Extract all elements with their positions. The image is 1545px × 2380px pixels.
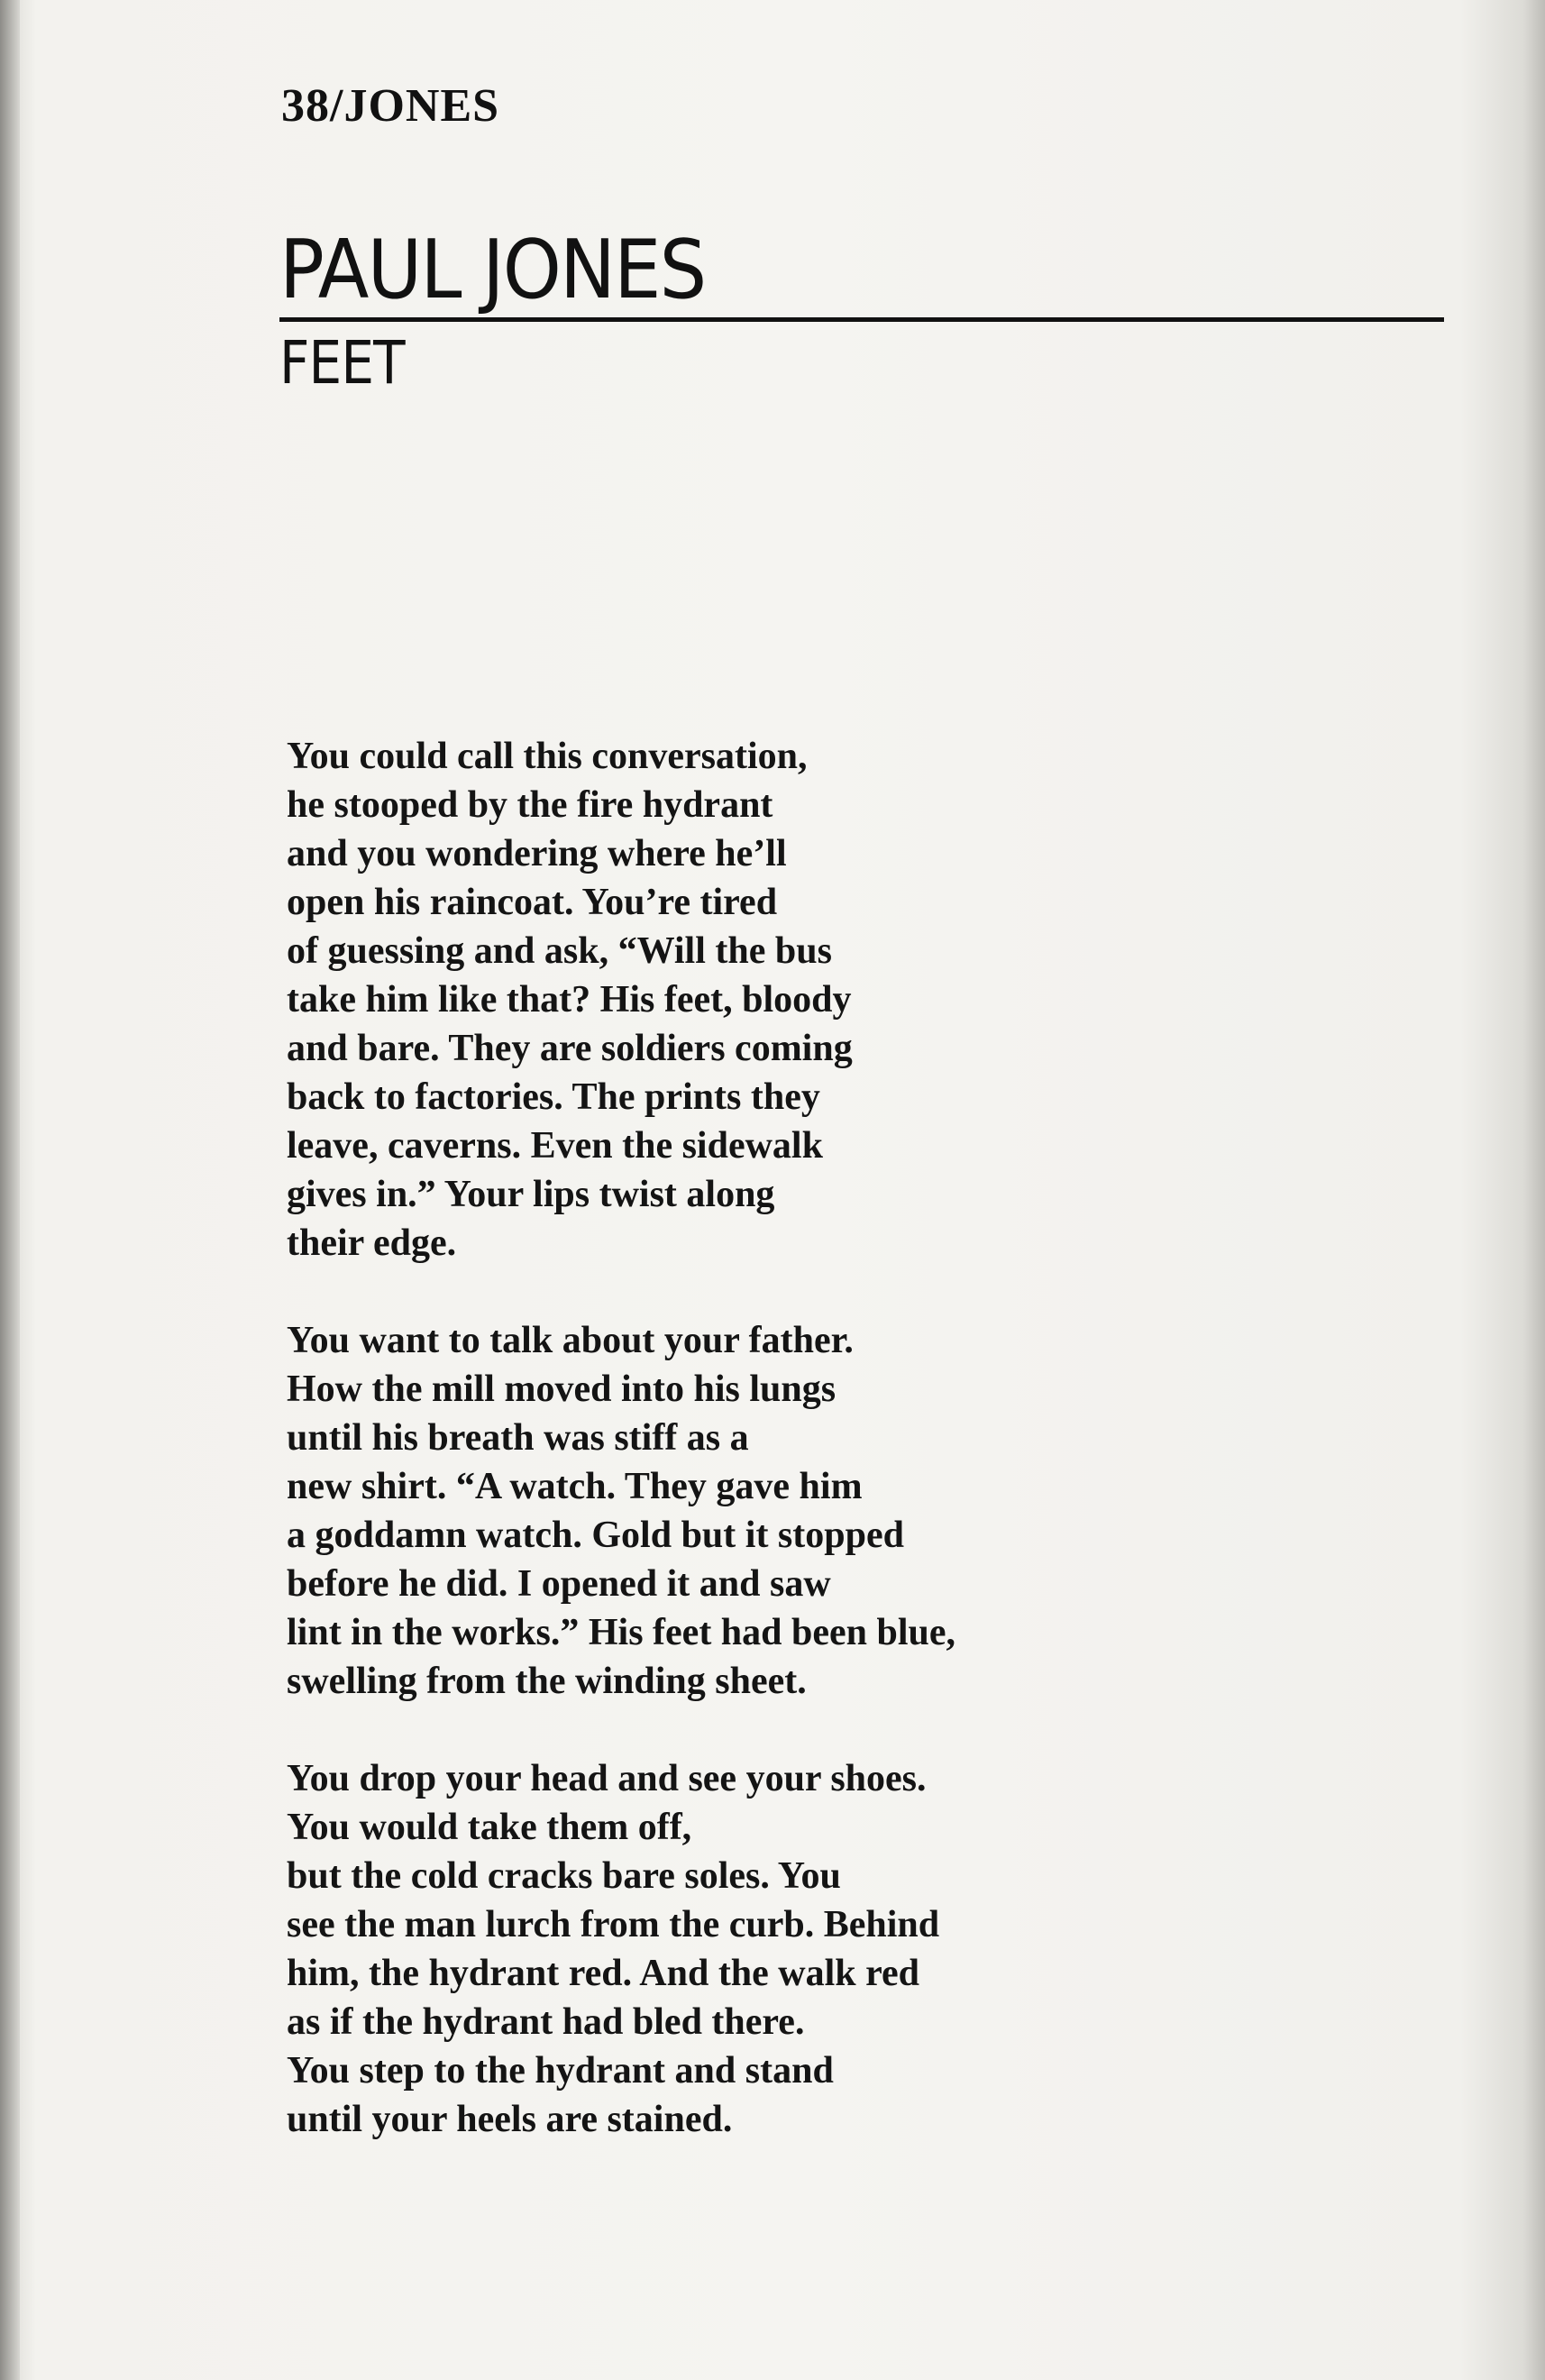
poem-line: How the mill moved into his lungs <box>287 1368 836 1410</box>
running-head: 38/JONES <box>281 80 500 132</box>
poem-line: leave, caverns. Even the sidewalk <box>287 1125 823 1167</box>
poem-line: swelling from the winding sheet. <box>287 1661 807 1702</box>
poem-line: You would take them off, <box>287 1807 692 1848</box>
poem-line: see the man lurch from the curb. Behind <box>287 1904 940 1945</box>
poem-body <box>287 732 1188 2192</box>
poem-line: until your heels are stained. <box>287 2099 733 2140</box>
poem-line: You drop your head and see your shoes. <box>287 1758 927 1799</box>
poem-line: him, the hydrant red. And the walk red <box>287 1953 920 1994</box>
poem-line: and you wondering where he’ll <box>287 833 787 874</box>
poem-line: but the cold cracks bare soles. You <box>287 1855 841 1897</box>
poem-line: he stooped by the fire hydrant <box>287 784 773 826</box>
poem-line: lint in the works.” His feet had been blue, <box>287 1612 956 1653</box>
poem-line: gives in.” Your lips twist along <box>287 1174 775 1215</box>
poem-line: of guessing and ask, “Will the bus <box>287 930 832 972</box>
poem-line: You want to talk about your father. <box>287 1320 854 1361</box>
poem-line: as if the hydrant had bled there. <box>287 2001 805 2043</box>
poem-line: until his breath was stiff as a <box>287 1417 749 1459</box>
stanza <box>287 732 1188 1268</box>
stanza <box>287 1754 1188 2144</box>
poem-title: FEET <box>279 328 405 398</box>
poem-line: back to factories. The prints they <box>287 1076 820 1118</box>
poem-line: You step to the hydrant and stand <box>287 2050 834 2092</box>
page-gutter-shadow <box>0 0 20 2380</box>
poem-line: take him like that? His feet, bloody <box>287 979 852 1021</box>
title-rule <box>279 317 1444 322</box>
poem-line: new shirt. “A watch. They gave him <box>287 1466 863 1507</box>
author-name: PAUL JONES <box>279 223 706 317</box>
poem-line: their edge. <box>287 1222 457 1264</box>
poem-line: open his raincoat. You’re tired <box>287 882 778 923</box>
stanza <box>287 1316 1188 1706</box>
poem-line: You could call this conversation, <box>287 736 808 777</box>
poem-line: and bare. They are soldiers coming <box>287 1028 853 1069</box>
poem-line: before he did. I opened it and saw <box>287 1563 831 1605</box>
poem-line: a goddamn watch. Gold but it stopped <box>287 1515 904 1556</box>
